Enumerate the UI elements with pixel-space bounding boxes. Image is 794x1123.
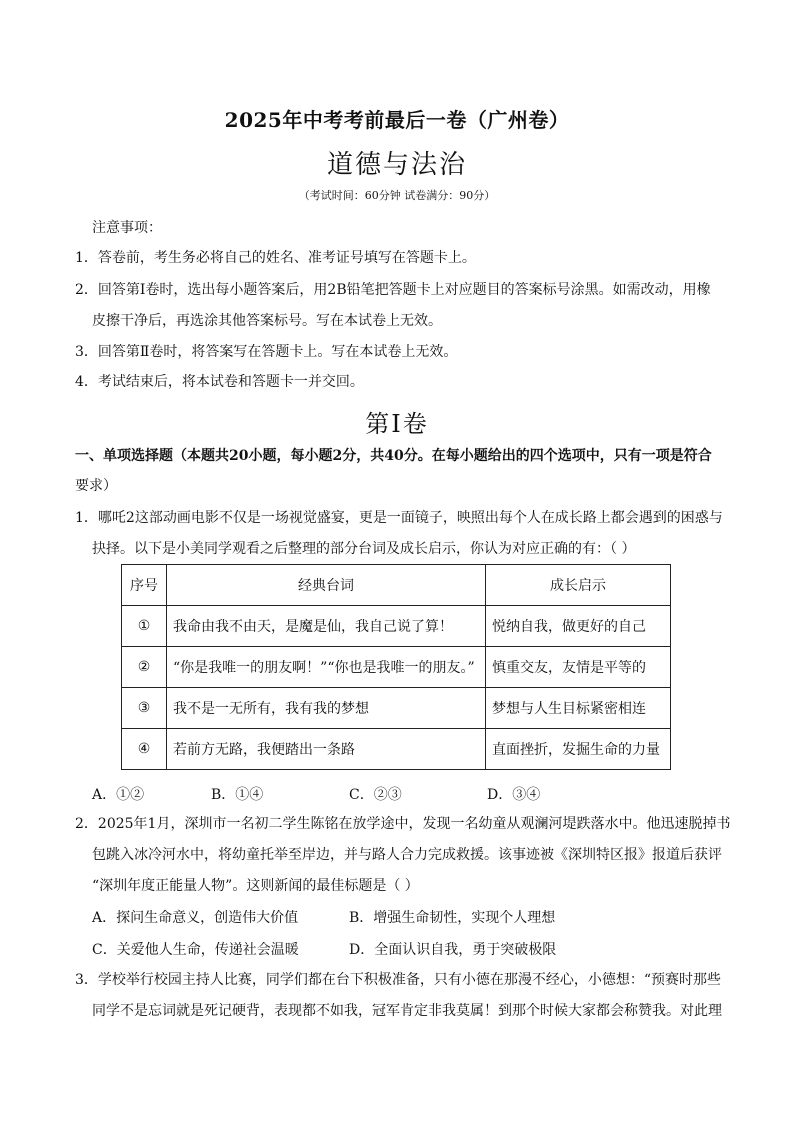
q1-option-a: A．①②	[92, 787, 145, 803]
section-heading	[75, 446, 712, 466]
table-row	[122, 729, 671, 770]
table-row	[122, 606, 671, 647]
table-header: 成长启示	[486, 565, 671, 606]
q2-stem-line: “深圳年度正能量人物”。这则新闻的最佳标题是（ ）	[92, 878, 419, 894]
q1-stem-line: 1．哪吒2这部动画电影不仅是一场视觉盛宴，更是一面镜子，映照出每个人在成长路上都会遇到的困惑与	[75, 510, 723, 526]
q3-stem-line: 同学不是忘词就是死记硬背，表现都不如我，冠军肯定非我莫属！到那个时候大家都会称赞我。对此理	[92, 1003, 722, 1019]
table-cell: ④	[122, 729, 167, 770]
q2-option-c: C．关爱他人生命，传递社会温暖	[92, 942, 299, 958]
notice-item: 2．回答第Ⅰ卷时，选出每小题答案后，用2B铅笔把答题卡上对应题目的答案标号涂黑。如需改动，用橡	[75, 282, 711, 298]
table-row	[122, 688, 671, 729]
q1-option-c: C．②③	[349, 787, 402, 803]
section-tail: 要求）	[75, 478, 117, 494]
q1-stem-line: 抉择。以下是小美同学观看之后整理的部分台词及成长启示，你认为对应正确的有：（ ）	[92, 541, 636, 557]
table-header-row	[122, 565, 671, 606]
table-header: 序号	[122, 565, 167, 606]
notice-item: 1．答卷前，考生务必将自己的姓名、准考证号填写在答题卡上。	[75, 250, 476, 266]
q2-stem-line: 包跳入冰冷河水中，将幼童托举至岸边，并与路人合力完成救援。该事迹被《深圳特区报》报道后获评	[92, 847, 722, 863]
table-cell: 我不是一无所有，我有我的梦想	[167, 688, 486, 729]
section-prefix: 一、单项选择题（	[75, 448, 187, 464]
table-cell: 我命由我不由天，是魔是仙，我自己说了算！	[167, 606, 486, 647]
table-cell: ③	[122, 688, 167, 729]
table-cell: 梦想与人生目标紧密相连	[486, 688, 671, 729]
table-cell: 慎重交友，友情是平等的	[486, 647, 671, 688]
table-cell: ②	[122, 647, 167, 688]
q1-table	[121, 564, 671, 770]
table-cell: ①	[122, 606, 167, 647]
table-row	[122, 647, 671, 688]
q2-option-a: A．探问生命意义，创造伟大价值	[92, 910, 299, 926]
q2-option-d: D．全面认识自我，勇于突破极限	[349, 942, 557, 958]
q2-stem-line: 2．2025年1月，深圳市一名初二学生陈铭在放学途中，发现一名幼童从观澜河堤跌落水中。他迅速脱掉书	[75, 816, 731, 832]
q1-option-d: D．③④	[487, 787, 541, 803]
notice-heading: 注意事项：	[92, 220, 162, 236]
table-cell: 直面挫折，发掘生命的力量	[486, 729, 671, 770]
notice-item: 4．考试结束后，将本试卷和答题卡一并交回。	[75, 374, 364, 390]
table-cell: 若前方无路，我便踏出一条路	[167, 729, 486, 770]
exam-meta: （考试时间：60分钟 试卷满分：90分）	[298, 189, 496, 202]
table-cell: 悦纳自我，做更好的自己	[486, 606, 671, 647]
q2-option-b: B．增强生命韧性，实现个人理想	[349, 910, 556, 926]
volume-title: 第Ⅰ卷	[365, 410, 429, 438]
section-rule: 本题共20小题，每小题2分，共40分。在每小题给出的四个选项中，只有一项是符合	[187, 448, 712, 464]
notice-item: 3．回答第Ⅱ卷时，将答案写在答题卡上。写在本试卷上无效。	[75, 344, 458, 360]
table-cell: “你是我唯一的朋友啊！”“你也是我唯一的朋友。”	[167, 647, 486, 688]
subject-title: 道德与法治	[326, 150, 467, 180]
notice-item: 皮擦干净后，再选涂其他答案标号。写在本试卷上无效。	[92, 313, 442, 329]
table-header: 经典台词	[167, 565, 486, 606]
q1-option-b: B．①④	[211, 787, 264, 803]
exam-title: 2025年中考考前最后一卷（广州卷）	[224, 108, 570, 132]
q3-stem-line: 3．学校举行校园主持人比赛，同学们都在台下积极准备，只有小德在那漫不经心，小德想：“预赛时那些	[75, 972, 722, 988]
